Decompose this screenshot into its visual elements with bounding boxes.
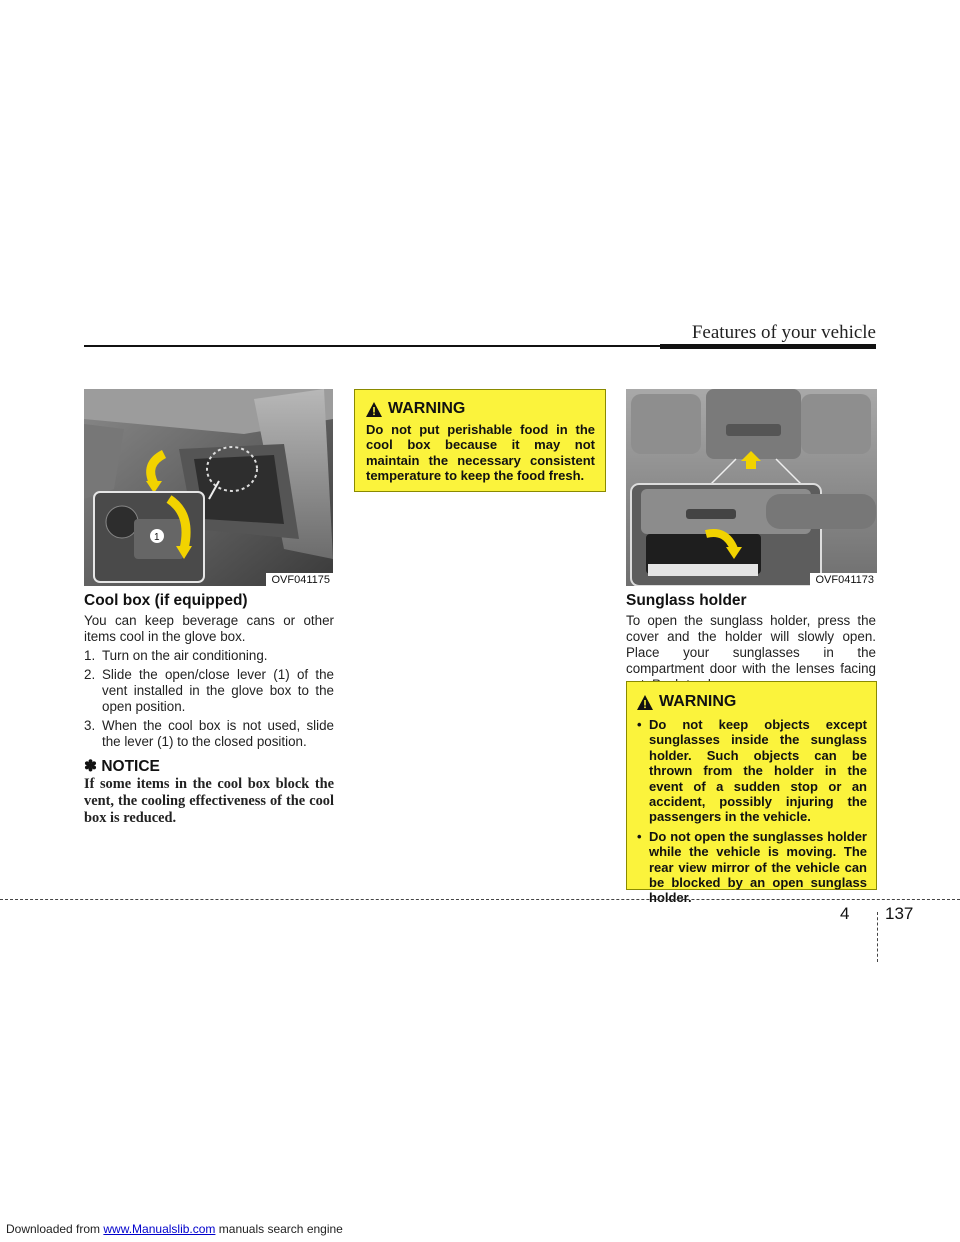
header-rule-accent	[660, 344, 876, 349]
cool-box-heading: Cool box (if equipped)	[84, 592, 248, 609]
photo-code: OVF041175	[266, 573, 333, 586]
cool-box-photo	[84, 389, 333, 586]
list-item: • Do not open the sunglasses holder while the vehicle is moving. The rear view mirror of the vehicle can be blocked by an open sunglass holder.	[637, 828, 867, 906]
footer-dashed-rule	[0, 899, 960, 900]
warning-triangle-icon	[366, 402, 382, 417]
page-number: 137	[885, 904, 914, 923]
notice-text: If some items in the cool box block the vent, the cooling effectiveness of the cool box is reduced.	[84, 776, 334, 826]
warning-title: WARNING	[366, 400, 595, 418]
sunglass-holder-body: To open the sunglass holder, press the cover and the holder will slowly open. Place your sunglasses in the compartment door with the lenses facing	[626, 613, 876, 676]
callout-label: 1	[154, 532, 160, 543]
notice-star-icon: ✽	[84, 758, 97, 775]
cool-box-steps	[84, 648, 334, 753]
overhead-console-illustration	[626, 389, 877, 586]
notice-heading	[84, 757, 160, 776]
sunglass-holder-photo	[626, 389, 877, 586]
glove-box-illustration	[84, 389, 333, 586]
warning-triangle-icon	[637, 695, 653, 710]
notice-title: NOTICE	[101, 758, 160, 775]
section-title: Features of your vehicle	[691, 322, 876, 343]
sunglass-holder-heading: Sunglass holder	[626, 592, 747, 609]
list-item: 1. Turn on the air conditioning.	[84, 648, 268, 663]
warning-title: WARNING	[637, 693, 867, 711]
photo-code: OVF041173	[810, 573, 877, 586]
cool-box-intro: You can keep beverage cans or other items cool in the glove box.	[84, 613, 334, 644]
list-item: 3. When the cool box is not used, slide the lever (1) to the closed position.	[84, 718, 334, 749]
download-line: Downloaded from www.Manualslib.com manuals search engine	[6, 1222, 343, 1236]
manualslib-link[interactable]: www.Manualslib.com	[103, 1222, 216, 1236]
cool-box-warning	[354, 389, 606, 492]
warning-text: Do not put perishable food in the cool box because it may not maintain the necessary consistent temperature to keep the food fresh.	[366, 422, 595, 484]
list-item: • Do not keep objects except sunglasses inside the sunglass holder. Such objects can be thrown from the holder in the event of a sudden stop or an accident, possibly injuring the passengers in the vehicle.	[637, 717, 867, 825]
warning-list	[637, 717, 867, 906]
chapter-number: 4	[840, 904, 850, 923]
sunglass-holder-warning	[626, 681, 877, 906]
list-item: 2. Slide the open/close lever (1) of the vent installed in the glove box to the open position.	[84, 667, 334, 714]
footer-vertical-rule	[877, 912, 878, 962]
